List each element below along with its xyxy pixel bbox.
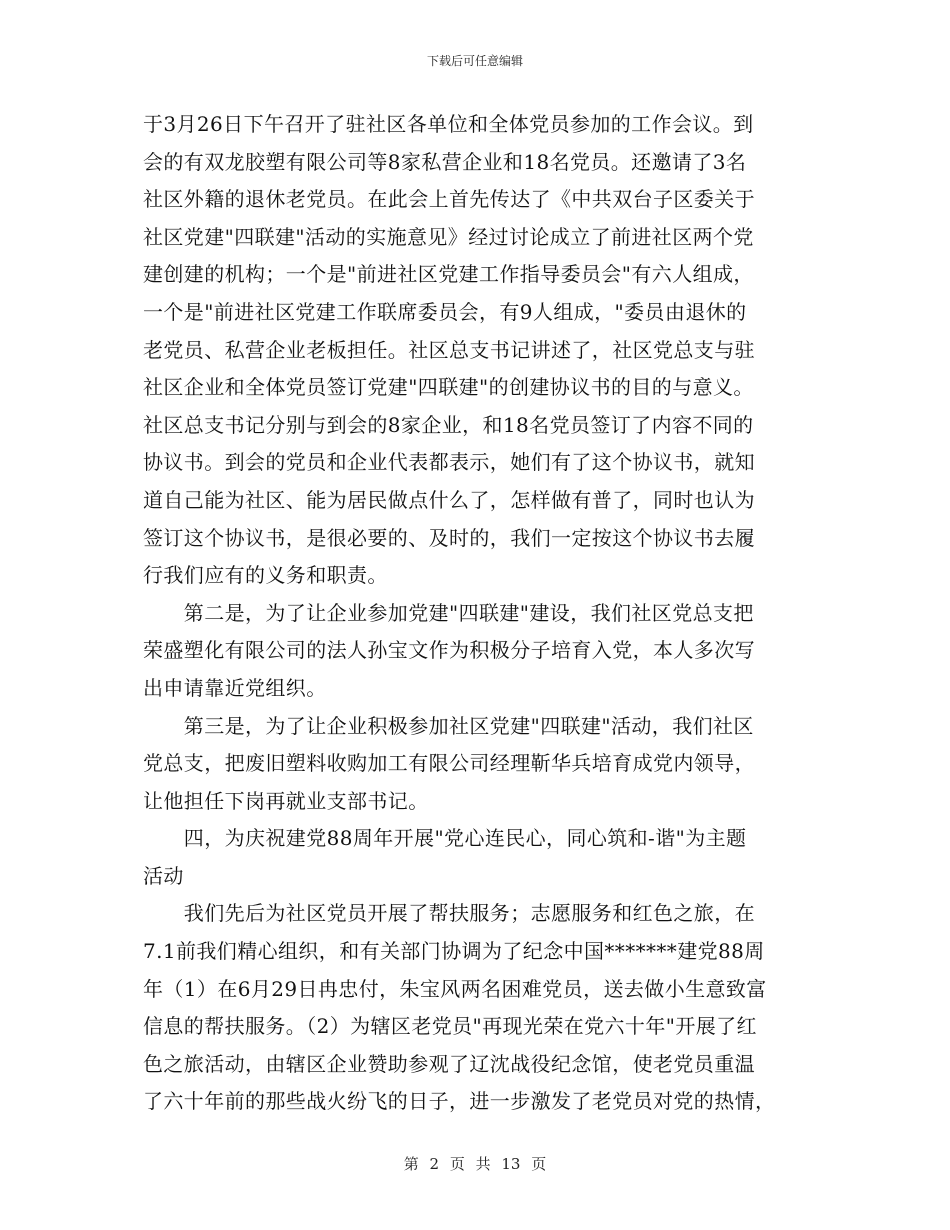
document-body — [143, 106, 805, 1121]
text-line: 签订这个协议书，是很必要的、及时的，我们一定按这个协议书去履 — [143, 525, 755, 550]
text-line: 社区外籍的退休老党员。在此会上首先传达了《中共双台子区委关于 — [143, 187, 755, 212]
text-line: 行我们应有的义务和职责。 — [143, 563, 388, 588]
text-line: 信息的帮扶服务。（2）为辖区老党员"再现光荣在党六十年"开展了红 — [143, 1014, 757, 1039]
text-line: 道自己能为社区、能为居民做点什么了，怎样做有普了，同时也认为 — [143, 487, 755, 512]
text-line: 第二是，为了让企业参加党建"四联建"建设，我们社区党总支把 — [143, 600, 754, 625]
text-line: 让他担任下岗再就业支部书记。 — [143, 788, 429, 813]
text-line: 社区党建"四联建"活动的实施意见》经过讨论成立了前进社区两个党 — [143, 224, 754, 249]
text-line: 色之旅活动，由辖区企业赞助参观了辽沈战役纪念馆，使老党员重温 — [143, 1051, 755, 1076]
text-line: 四，为庆祝建党88周年开展"党心连民心，同心筑和-谐"为主题 — [143, 826, 747, 851]
text-line: 我们先后为社区党员开展了帮扶服务；志愿服务和红色之旅，在 — [143, 901, 755, 926]
text-line: 党总支，把废旧塑料收购加工有限公司经理靳华兵培育成党内领导， — [143, 751, 755, 776]
text-line: 出申请靠近党组织。 — [143, 675, 327, 700]
text-line: 7.1前我们精心组织，和有关部门协调为了纪念中国*******建党88周 — [143, 939, 765, 964]
text-line: 会的有双龙胶塑有限公司等8家私营企业和18名党员。还邀请了3名 — [143, 149, 747, 174]
text-line: 荣盛塑化有限公司的法人孙宝文作为积极分子培育入党，本人多次写 — [143, 638, 755, 663]
text-line: 了六十年前的那些战火纷飞的日子，进一步激发了老党员对党的热情， — [143, 1089, 776, 1114]
text-line: 活动 — [143, 863, 184, 888]
text-line: 协议书。到会的党员和企业代表都表示，她们有了这个协议书，就知 — [143, 450, 755, 475]
text-line: 建创建的机构；一个是"前进社区党建工作指导委员会"有六人组成， — [143, 262, 754, 287]
text-line: 第三是，为了让企业积极参加社区党建"四联建"活动，我们社区 — [143, 713, 754, 738]
page-footer: 第 2 页 共 13 页 — [403, 1155, 547, 1173]
text-line: 年（1）在6月29日冉忠付，朱宝风两名困难党员，送去做小生意致富 — [143, 976, 767, 1001]
text-line: 社区总支书记分别与到会的8家企业，和18名党员签订了内容不同的 — [143, 412, 754, 437]
text-line: 于3月26日下午召开了驻社区各单位和全体党员参加的工作会议。到 — [143, 112, 754, 136]
page-header: 下载后可任意编辑 — [426, 54, 523, 68]
text-line: 社区企业和全体党员签订党建"四联建"的创建协议书的目的与意义。 — [143, 375, 754, 400]
text-line: 一个是"前进社区党建工作联席委员会，有9人组成，"委员由退休的 — [143, 299, 747, 324]
text-line: 老党员、私营企业老板担任。社区总支书记讲述了，社区党总支与驻 — [143, 337, 755, 362]
